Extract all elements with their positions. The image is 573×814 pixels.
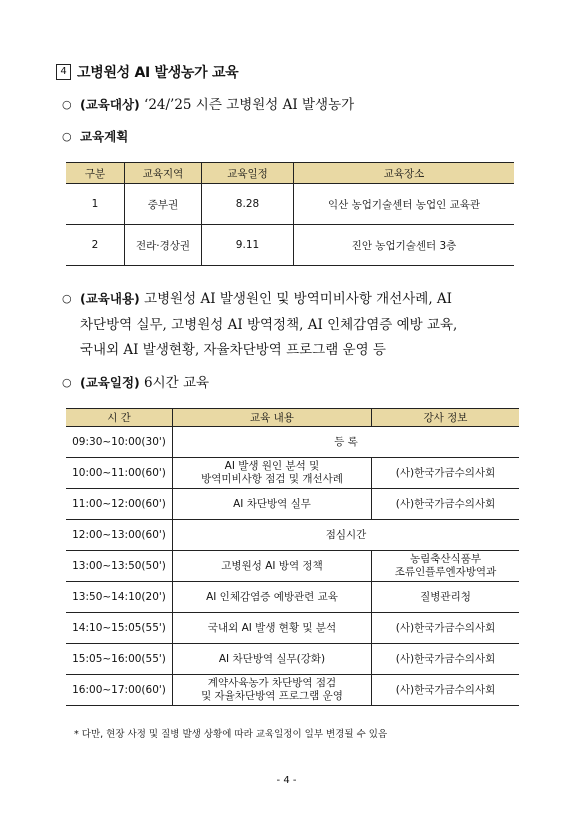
column-header: 교육일정 (202, 163, 294, 184)
time-text: 13:00~13:50(50') (72, 559, 166, 572)
content-text: 계약사육농가 차단방역 점검 (207, 677, 337, 689)
time-text: 16:00~17:00(60') (72, 683, 166, 696)
table-cell: 전라·경상권 (125, 225, 202, 266)
circle-bullet-icon: ○ (62, 292, 72, 305)
lecturer-cell (372, 613, 520, 644)
content-cell (173, 520, 520, 551)
table-row (66, 520, 519, 551)
content-cell (173, 582, 372, 613)
lecturer-text: (사)한국가금수의사회 (395, 497, 496, 510)
content-line-1: 고병원성 AI 발생원인 및 방역미비사항 개선사례, AI (144, 291, 453, 307)
content-cell (173, 675, 372, 706)
table-cell: 1 (66, 184, 125, 225)
section-number-box: 4 (56, 64, 71, 80)
content-text: AI 인체감염증 예방관련 교육 (206, 590, 338, 603)
schedule-text: 6시간 교육 (144, 375, 210, 391)
lecturer-text: 농림축산식품부 (409, 553, 481, 565)
lecturer-cell (372, 489, 520, 520)
time-text: 13:50~14:10(20') (72, 590, 166, 603)
time-cell (66, 489, 173, 520)
column-header: 교육장소 (294, 163, 515, 184)
time-text: 11:00~12:00(60') (72, 497, 166, 510)
content-cell (173, 427, 520, 458)
table-header-row (66, 163, 514, 184)
time-cell (66, 675, 173, 706)
table-row (66, 184, 514, 225)
table-cell: 9.11 (202, 225, 294, 266)
content-label: (교육내용) (80, 291, 140, 306)
content-bullet (62, 286, 452, 312)
time-cell (66, 427, 173, 458)
content-cell (173, 644, 372, 675)
table-row (66, 489, 519, 520)
table-row (66, 551, 519, 582)
content-text: AI 차단방역 실무 (233, 497, 311, 510)
lecturer-cell (372, 644, 520, 675)
schedule-label: (교육일정) (80, 375, 140, 390)
column-header: 시 간 (66, 409, 173, 427)
time-text: 12:00~13:00(60') (72, 528, 166, 541)
content-line-2: 차단방역 실무, 고병원성 AI 방역정책, AI 인체감염증 예방 교육, (80, 317, 458, 333)
time-cell (66, 520, 173, 551)
lecturer-cell (372, 582, 520, 613)
plan-table (66, 162, 514, 266)
column-header: 교육 내용 (173, 409, 372, 427)
table-row (66, 582, 519, 613)
circle-bullet-icon: ○ (62, 98, 72, 111)
table-row (66, 225, 514, 266)
table-row (66, 458, 519, 489)
section-title: 고병원성 AI 발생농가 교육 (77, 65, 239, 81)
content-cell (173, 458, 372, 489)
table-cell: 8.28 (202, 184, 294, 225)
table-cell: 2 (66, 225, 125, 266)
lecturer-cell (372, 675, 520, 706)
time-cell (66, 613, 173, 644)
lecturer-cell (372, 458, 520, 489)
content-text: 고병원성 AI 방역 정책 (221, 559, 323, 572)
lecturer-text: (사)한국가금수의사회 (395, 466, 496, 479)
content-cell (173, 489, 372, 520)
content-cell (173, 613, 372, 644)
table-row (66, 613, 519, 644)
schedule-table (66, 408, 519, 706)
table-row (66, 644, 519, 675)
lecturer-cell (372, 551, 520, 582)
column-header: 구분 (66, 163, 125, 184)
plan-label: 교육계획 (80, 129, 129, 144)
target-label: (교육대상) (80, 97, 140, 112)
time-text: 15:05~16:00(55') (72, 652, 166, 665)
plan-bullet (62, 124, 128, 150)
table-cell: 익산 농업기술센터 농업인 교육관 (294, 184, 515, 225)
content-text: AI 발생 원인 분석 및 (224, 460, 320, 472)
circle-bullet-icon: ○ (62, 376, 72, 389)
time-cell (66, 551, 173, 582)
lecturer-text: (사)한국가금수의사회 (395, 683, 496, 696)
footnote: * 다만, 현장 사정 및 질병 발생 상황에 따라 교육일정이 일부 변경될 수 있음 (74, 729, 388, 740)
time-text: 14:10~15:05(55') (72, 621, 166, 634)
time-cell (66, 644, 173, 675)
time-text: 10:00~11:00(60') (72, 466, 166, 479)
schedule-table-body (66, 427, 519, 706)
schedule-bullet (62, 370, 209, 396)
table-row (66, 675, 519, 706)
lecturer-text: 조류인플루엔자방역과 (394, 566, 497, 578)
content-text: 국내외 AI 발생 현황 및 분석 (207, 621, 337, 634)
table-cell: 진안 농업기술센터 3층 (294, 225, 515, 266)
time-text: 09:30~10:00(30') (72, 435, 166, 448)
table-header-row (66, 409, 519, 427)
content-text: 및 자율차단방역 프로그램 운영 (201, 690, 343, 702)
content-text: 점심시간 (325, 528, 367, 541)
column-header: 교육지역 (125, 163, 202, 184)
content-text: AI 차단방역 실무(강화) (218, 652, 326, 665)
circle-bullet-icon: ○ (62, 130, 72, 143)
lecturer-text: 질병관리청 (420, 590, 471, 603)
content-text: 등 록 (334, 435, 358, 448)
table-cell: 중부권 (125, 184, 202, 225)
target-text: ‘24/’25 시즌 고병원성 AI 발생농가 (144, 97, 355, 113)
lecturer-text: (사)한국가금수의사회 (395, 621, 496, 634)
target-bullet (62, 92, 354, 118)
column-header: 강사 정보 (372, 409, 520, 427)
lecturer-text: (사)한국가금수의사회 (395, 652, 496, 665)
time-cell (66, 458, 173, 489)
content-line-3: 국내외 AI 발생현황, 자율차단방역 프로그램 운영 등 (80, 342, 386, 358)
time-cell (66, 582, 173, 613)
content-text: 방역미비사항 점검 및 개선사례 (201, 473, 343, 485)
content-cell (173, 551, 372, 582)
page-number: - 4 - (276, 775, 297, 786)
section-heading (56, 62, 238, 82)
table-row (66, 427, 519, 458)
